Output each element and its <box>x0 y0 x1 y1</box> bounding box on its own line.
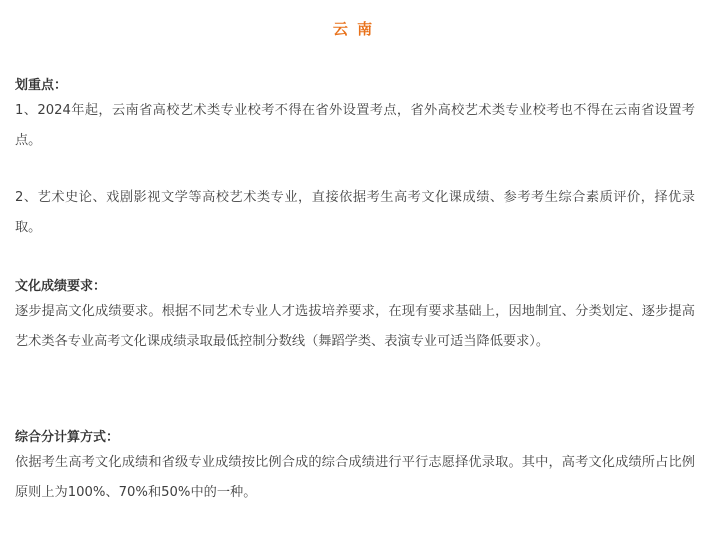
section-heading: 划重点： <box>15 78 68 93</box>
paragraph: 依据考生高考文化成绩和省级专业成绩按比例合成的综合成绩进行平行志愿择优录取。其中，高考文化成绩所占比例原则上为100%、70%和50%中的一种。 <box>15 455 695 500</box>
paragraph: 2、艺术史论、戏剧影视文学等高校艺术类专业，直接依据考生高考文化课成绩、参考考生综合素质评价，择优录取。 <box>15 190 695 235</box>
page-title: 云 南 <box>332 20 375 38</box>
paragraph: 逐步提高文化成绩要求。根据不同艺术专业人才选拔培养要求，在现有要求基础上，因地制宜、分类划定、逐步提高艺术类各专业高考文化课成绩录取最低控制分数线（舞蹈学类、表演专业可适当降低要求）。 <box>15 304 695 349</box>
section-culture-score <box>15 277 695 357</box>
section-composite-score <box>15 428 695 508</box>
section-key-points-cont <box>15 183 695 243</box>
section-key-points <box>15 76 695 156</box>
section-heading: 综合分计算方式： <box>15 430 120 445</box>
paragraph: 1、2024年起，云南省高校艺术类专业校考不得在省外设置考点，省外高校艺术类专业校考也不得在云南省设置考点。 <box>15 103 695 148</box>
section-heading: 文化成绩要求： <box>15 279 107 294</box>
